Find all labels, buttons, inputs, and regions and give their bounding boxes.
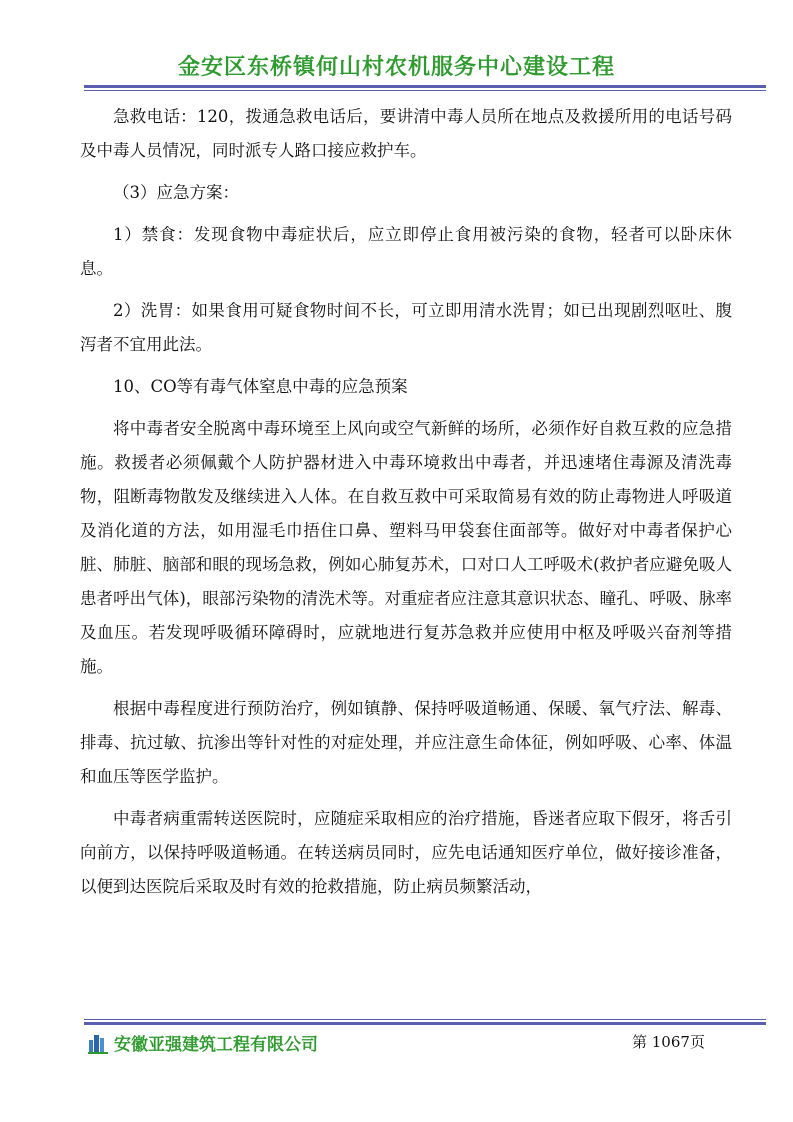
page-number: 第 1067页: [632, 1033, 705, 1051]
building-logo-icon: [88, 1032, 108, 1054]
document-body: [80, 100, 732, 912]
paragraph-rescue-measures: 将中毒者安全脱离中毒环境至上风向或空气新鲜的场所，必须作好自救互救的应急措施。救援者必须佩戴个人防护器材进入中毒环境救出中毒者，并迅速堵住毒源及清洗毒物，阻断毒物散发及继续进入人体。在自救互救中可采取简易有效的防止毒物进人呼吸道及消化道的方法，如用湿毛巾捂住口鼻、塑料马甲袋套住面部等。做好对中毒者保护心脏、肺脏、脑部和眼的现场急救，例如心肺复苏术，口对口人工呼吸术(救护者应避免吸人患者呼出气体)，眼部污染物的清洗术等。对重症者应注意其意识状态、瞳孔、呼吸、脉率及血压。若发现呼吸循环障碍时，应就地进行复苏急救并应使用中枢及呼吸兴奋剂等措施。: [80, 419, 732, 676]
header-divider: [84, 85, 766, 91]
paragraph-hospital-transfer: 中毒者病重需转送医院时，应随症采取相应的治疗措施，昏迷者应取下假牙，将舌引向前方，以保持呼吸道畅通。在转送病员同时，应先电话通知医疗单位，做好接诊准备，以便到达医院后采取及时有效的抢救措施，防止病员频繁活动，: [80, 809, 732, 896]
paragraph-fasting: 1）禁食：发现食物中毒症状后，应立即停止食用被污染的食物，轻者可以卧床休息。: [80, 225, 732, 278]
section-heading-co-poisoning: 10、CO等有毒气体窒息中毒的应急预案: [113, 377, 408, 396]
paragraph-emergency-call: 急救电话：120，拨通急救电话后，要讲清中毒人员所在地点及救援所用的电话号码及中毒人员情况，同时派专人路口接应救护车。: [80, 107, 732, 160]
footer-divider: [84, 1019, 766, 1025]
paragraph-emergency-plan-heading: （3）应急方案：: [113, 183, 239, 202]
paragraph-gastric-lavage: 2）洗胃：如果食用可疑食物时间不长，可立即用清水洗胃；如已出现剧烈呕吐、腹泻者不宜用此法。: [80, 301, 732, 354]
paragraph-preventive-treatment: 根据中毒程度进行预防治疗，例如镇静、保持呼吸道畅通、保暖、氧气疗法、解毒、排毒、抗过敏、抗渗出等针对性的对症处理，并应注意生命体征，例如呼吸、心率、体温和血压等医学监护。: [80, 699, 732, 786]
footer-company: [88, 1030, 318, 1055]
page-header-title: 金安区东桥镇何山村农机服务中心建设工程: [177, 55, 615, 80]
footer-company-name: 安徽亚强建筑工程有限公司: [114, 1035, 318, 1055]
